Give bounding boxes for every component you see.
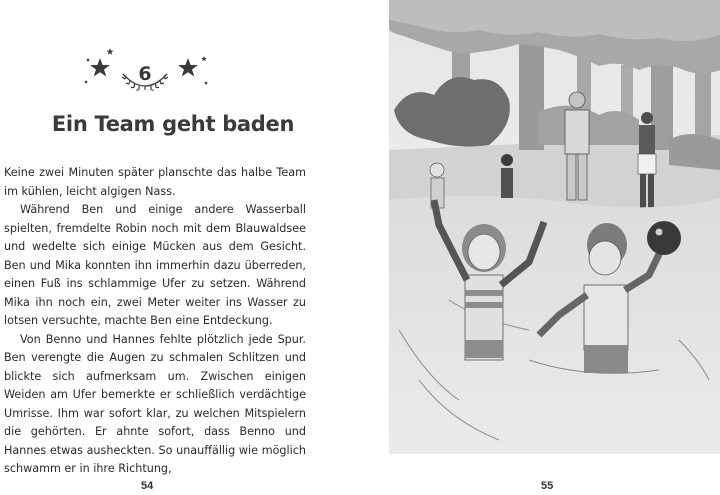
page-number-right: 55 xyxy=(541,480,554,492)
star-icon xyxy=(201,56,207,61)
star-icon xyxy=(90,58,110,77)
chapter-emblem xyxy=(78,46,213,98)
page-number-left: 54 xyxy=(141,480,154,492)
paragraph: Keine zwei Minuten später planschte das halbe Team im kühlen, leicht algigen Nass. xyxy=(4,166,306,198)
chapter-title: Ein Team geht baden xyxy=(51,112,295,136)
chapter-illustration xyxy=(389,0,720,454)
paragraph: Während Ben und einige andere Wasserball spielten, fremdelte Robin noch mit dem Blauwaldsee und wedelte sich einige Mücken aus dem Gesicht. Ben und Mika konnten ihn immerhin dazu überreden, einen Fuß ins schlammige Ufer zu setzen. Während Mika ihn noch ein, zwei Meter weiter ins Wasser zu lotsen versuchte, machte Ben eine Entdeckung. xyxy=(4,203,306,327)
paragraph: Von Benno und Hannes fehlte plötzlich jede Spur. Ben verengte die Augen zu schmalen Schlitzen und blickte sich aufmerksam um. Zwischen einigen Weiden am Ufer bemerkte er schließlich verdächtige Umrisse. Ihm war sofort klar, zu welchen Mitspielern die gehörten. Er ahnte sofort, dass Benno und Hannes etwas ausheckten. So unauffällig wie möglich schwamm er in ihre Richtung, xyxy=(4,332,306,475)
chapter-body-text xyxy=(4,164,306,479)
star-icon xyxy=(106,48,113,55)
chapter-number: 6 xyxy=(138,63,152,85)
star-icon xyxy=(178,58,198,77)
